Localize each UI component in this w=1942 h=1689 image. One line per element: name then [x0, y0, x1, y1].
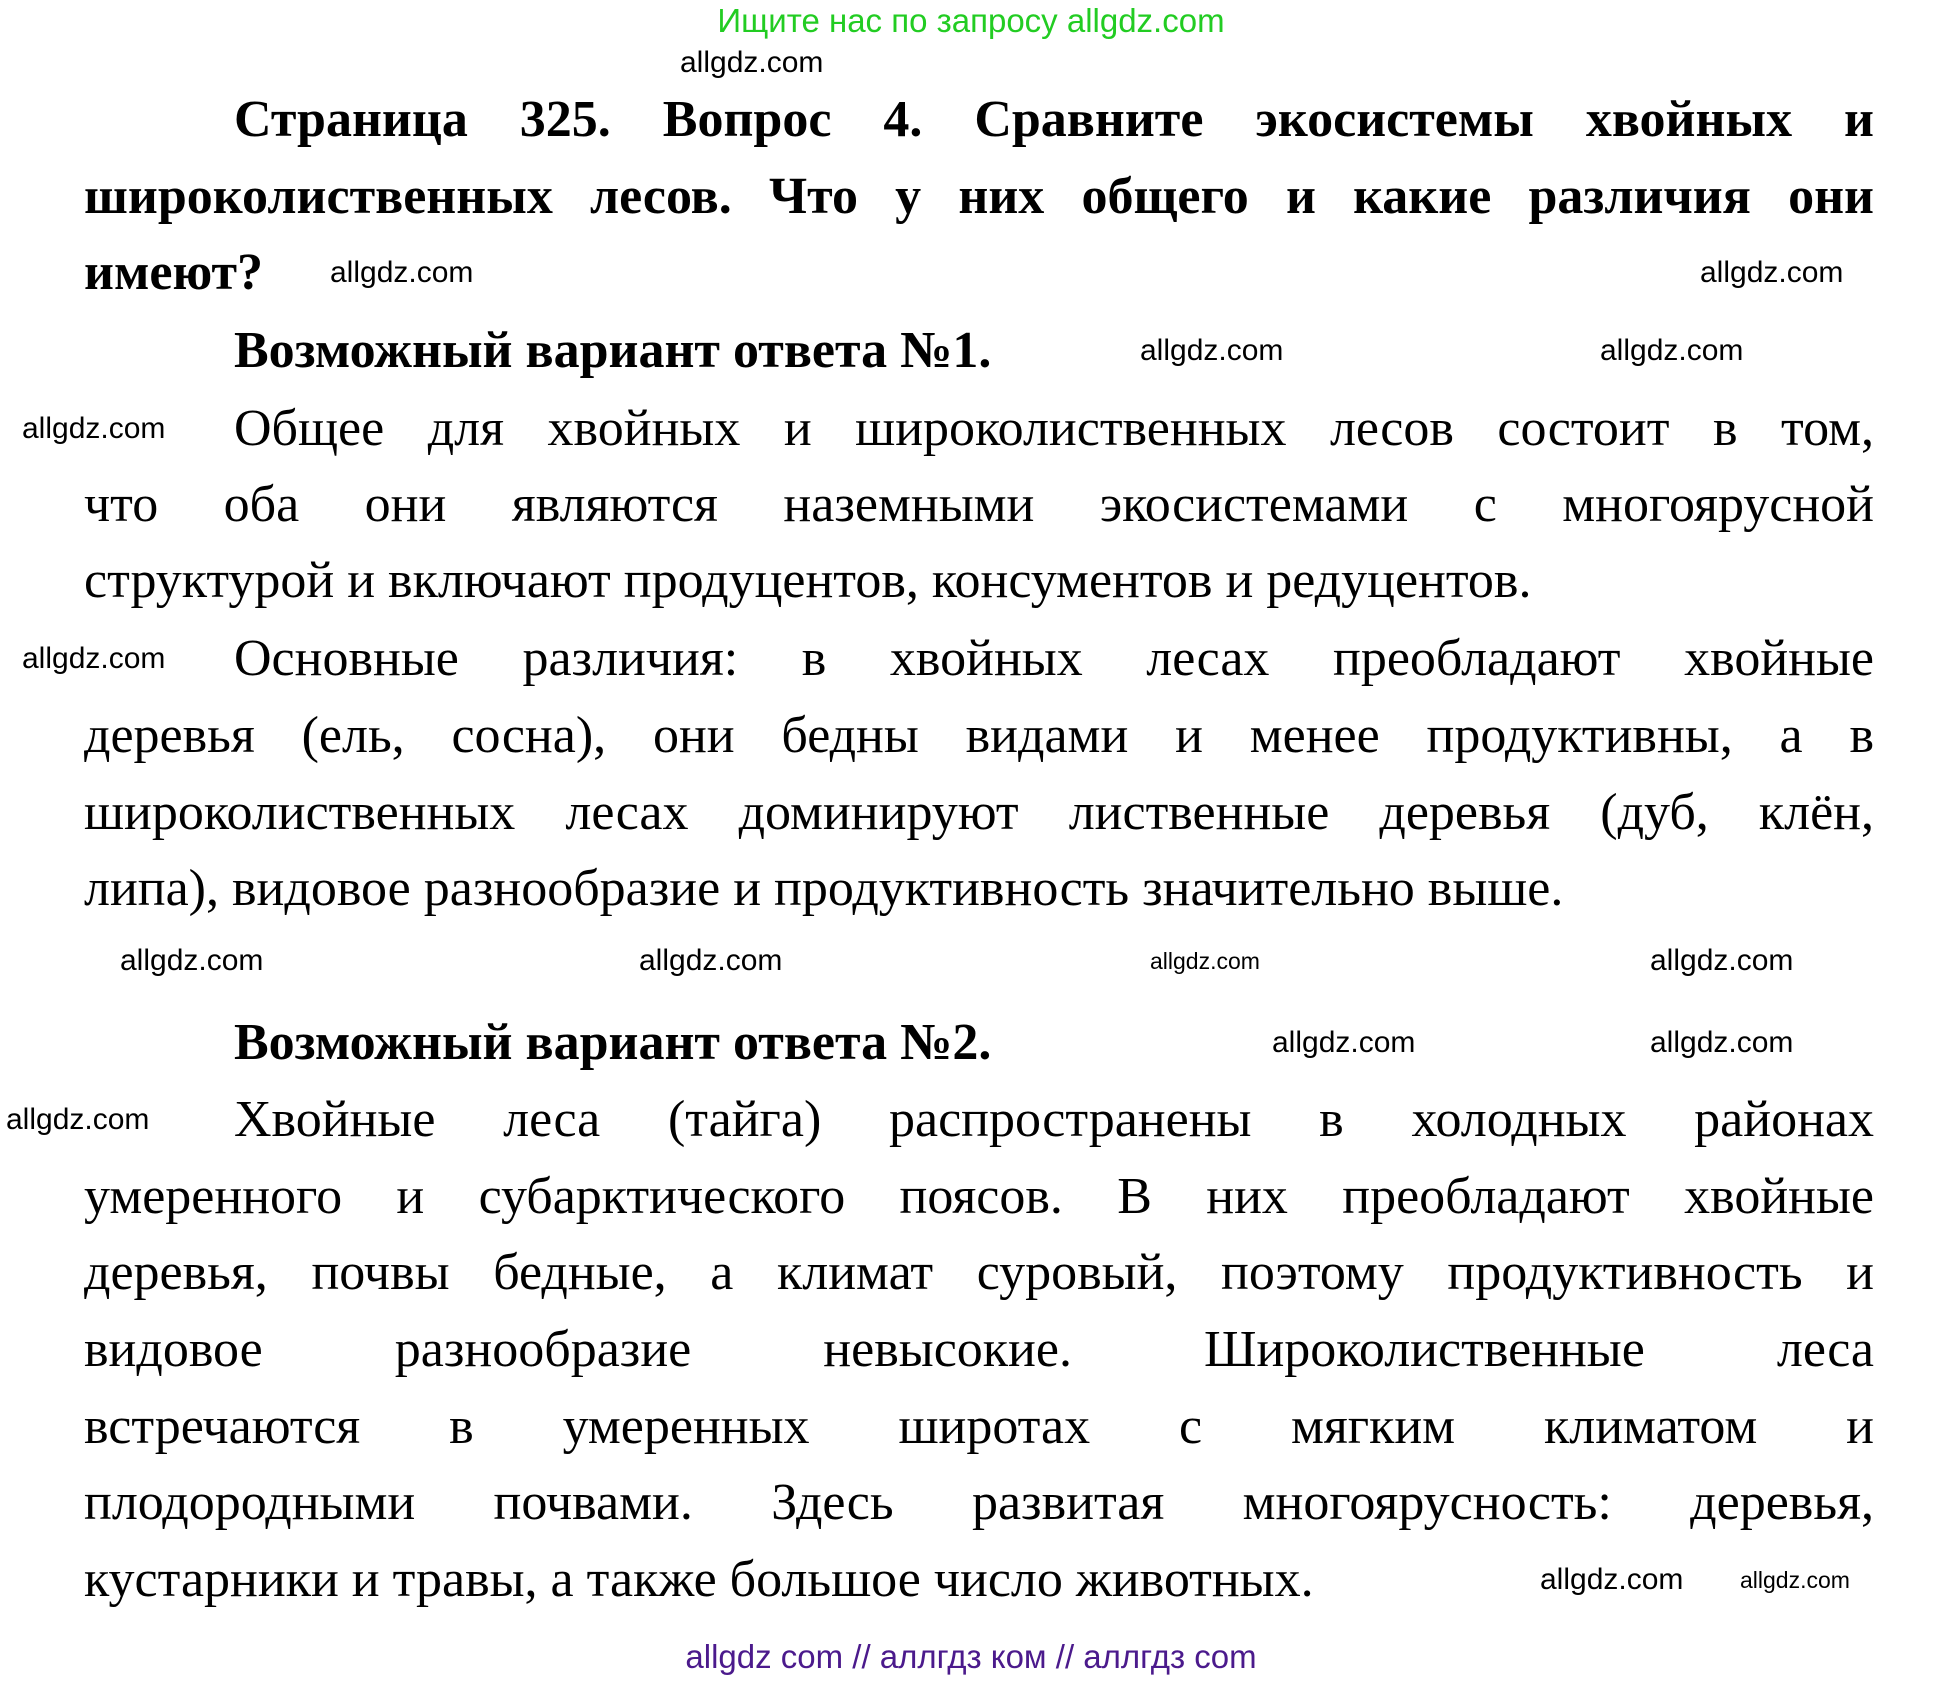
watermark: allgdz.com — [1650, 1026, 1794, 1059]
answer2-line: Хвойные леса (тайга) распространены в холодных районах — [234, 1091, 1874, 1148]
answer1-line: Общее для хвойных и широколиственных лесов состоит в том, — [234, 400, 1874, 457]
answer1-line: липа), видовое разнообразие и продуктивность значительно выше. — [84, 860, 1564, 917]
watermark: allgdz.com — [1272, 1026, 1416, 1059]
watermark: allgdz.com — [1700, 256, 1844, 289]
answer2-heading: Возможный вариант ответа №2. — [234, 1014, 992, 1071]
watermark: allgdz.com — [22, 412, 166, 445]
answer1-line: деревья (ель, сосна), они бедны видами и менее продуктивны, а в — [84, 707, 1874, 764]
answer2-line: кустарники и травы, а также большое число животных. — [84, 1551, 1314, 1608]
answer1-line: широколиственных лесах доминируют лиственные деревья (дуб, клён, — [84, 784, 1874, 841]
watermark: allgdz.com — [22, 642, 166, 675]
watermark: allgdz.com — [330, 256, 474, 289]
footer-banner: allgdz com // аллгдз ком // аллгдз com — [685, 1638, 1257, 1675]
watermark: allgdz.com — [1650, 944, 1794, 977]
watermark: allgdz.com — [680, 46, 824, 79]
answer1-line: Основные различия: в хвойных лесах преобладают хвойные — [234, 630, 1874, 687]
answer2-line: встречаются в умеренных широтах с мягким климатом и — [84, 1398, 1874, 1455]
watermark: allgdz.com — [639, 944, 783, 977]
watermark: allgdz.com — [1140, 334, 1284, 367]
answer1-line: что оба они являются наземными экосистемами с многоярусной — [84, 476, 1874, 533]
question-line: Страница 325. Вопрос 4. Сравните экосистемы хвойных и — [234, 91, 1874, 148]
answer1-line: структурой и включают продуцентов, консументов и редуцентов. — [84, 552, 1532, 609]
watermark: allgdz.com — [1540, 1563, 1684, 1596]
answer2-line: умеренного и субарктического поясов. В них преобладают хвойные — [84, 1168, 1874, 1225]
question-line: широколиственных лесов. Что у них общего и какие различия они — [84, 168, 1874, 225]
answer1-heading: Возможный вариант ответа №1. — [234, 322, 992, 379]
watermark: allgdz.com — [1150, 948, 1260, 974]
answer2-line: деревья, почвы бедные, а климат суровый, поэтому продуктивность и — [84, 1244, 1874, 1301]
answer2-line: плодородными почвами. Здесь развитая многоярусность: деревья, — [84, 1474, 1874, 1531]
watermark: allgdz.com — [6, 1103, 150, 1136]
question-line: имеют? — [84, 244, 264, 301]
watermark: allgdz.com — [1740, 1567, 1850, 1593]
search-banner: Ищите нас по запросу allgdz.com — [717, 2, 1225, 39]
watermark: allgdz.com — [120, 944, 264, 977]
watermark: allgdz.com — [1600, 334, 1744, 367]
answer2-line: видовое разнообразие невысокие. Широколиственные леса — [84, 1321, 1874, 1378]
